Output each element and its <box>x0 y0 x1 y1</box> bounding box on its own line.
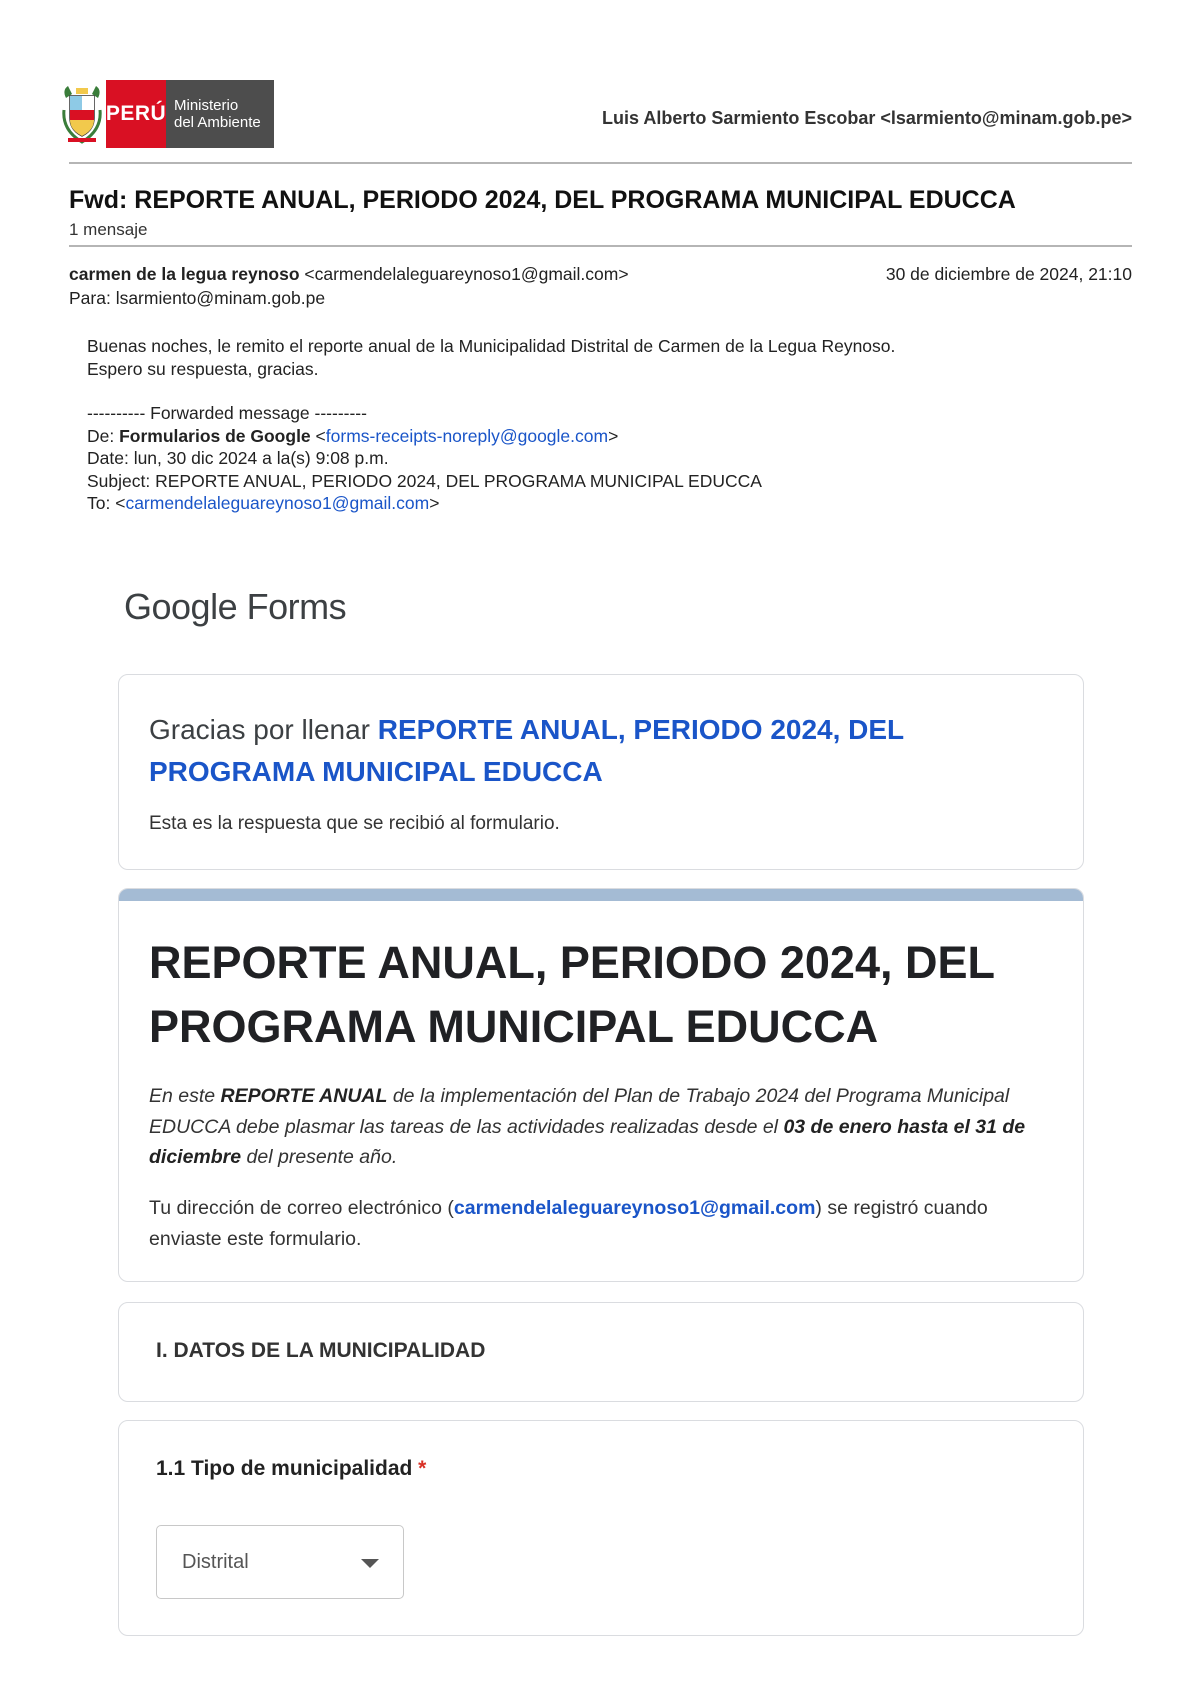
forwarded-to: To: <carmendelaleguareynoso1@gmail.com> <box>87 493 440 513</box>
respondent-email-link[interactable]: carmendelaleguareynoso1@gmail.com <box>453 1197 816 1219</box>
section-title: I. DATOS DE LA MUNICIPALIDAD <box>156 1339 486 1362</box>
body-line: Espero su respuesta, gracias. <box>87 358 319 379</box>
account-owner: Luis Alberto Sarmiento Escobar <lsarmiento@minam.gob.pe> <box>601 108 1132 128</box>
google-wordmark: Google <box>124 586 238 627</box>
email-recorded-note <box>149 1193 1059 1254</box>
minam-logo <box>58 80 274 148</box>
google-forms-logo <box>124 586 346 628</box>
section-card <box>118 1302 1084 1402</box>
forwarded-from-email-link[interactable]: forms-receipts-noreply@google.com <box>325 425 609 446</box>
required-asterisk: * <box>412 1457 427 1480</box>
question-label <box>156 1457 426 1481</box>
email-body <box>87 335 895 380</box>
municipality-type-select[interactable] <box>156 1525 404 1599</box>
selected-value: Distrital <box>182 1551 249 1573</box>
logo-ministry <box>166 80 274 148</box>
forwarded-to-label: To: <box>87 493 116 513</box>
form-title: REPORTE ANUAL, PERIODO 2024, DEL PROGRAMA MUNICIPAL EDUCCA <box>149 937 995 1052</box>
question-text: 1.1 Tipo de municipalidad <box>156 1457 413 1480</box>
sender-line <box>69 264 629 285</box>
thanks-card <box>118 674 1084 870</box>
theme-band <box>119 889 1083 901</box>
peru-coat-of-arms-icon <box>58 80 106 148</box>
forwarded-message-block <box>87 402 762 515</box>
divider <box>69 162 1132 164</box>
question-card <box>118 1420 1084 1636</box>
sender-email: <carmendelaleguareynoso1@gmail.com> <box>299 264 629 284</box>
message-count: 1 mensaje <box>69 220 148 239</box>
body-line: Buenas noches, le remito el reporte anual de la Municipalidad Distrital de Carmen de la Legua Reynoso. <box>87 336 896 356</box>
forwarded-header: ---------- Forwarded message --------- <box>87 403 367 423</box>
form-header-card <box>118 888 1084 1282</box>
desc-text: de la implementación del Plan de Trabajo 2024 del Programa Municipal EDUCCA debe plasmar las tareas de las actividades realizadas desde el <box>149 1085 1010 1138</box>
forwarded-from-label: De: <box>87 425 120 446</box>
form-description <box>149 1081 1059 1173</box>
desc-text: En este <box>149 1085 221 1107</box>
forwarded-from-name: Formularios de Google <box>119 425 311 446</box>
desc-bold: 03 de enero hasta el 31 de diciembre <box>149 1115 1026 1168</box>
forms-wordmark: Forms <box>237 586 347 627</box>
forwarded-date: Date: lun, 30 dic 2024 a la(s) 9:08 p.m. <box>87 448 389 468</box>
thanks-heading <box>149 709 1049 793</box>
forwarded-to-email-link[interactable]: carmendelaleguareynoso1@gmail.com <box>125 493 430 513</box>
email-note-suffix: ) se registró cuando enviaste este formulario. <box>149 1197 988 1250</box>
thanks-prefix: Gracias por llenar <box>149 714 378 745</box>
dropdown-arrow-icon <box>361 1559 379 1568</box>
desc-text: del presente año. <box>241 1146 398 1168</box>
email-subject: Fwd: REPORTE ANUAL, PERIODO 2024, DEL PROGRAMA MUNICIPAL EDUCCA <box>69 186 1016 214</box>
email-note-prefix: Tu dirección de correo electrónico ( <box>149 1197 454 1219</box>
forwarded-subject: Subject: REPORTE ANUAL, PERIODO 2024, DEL PROGRAMA MUNICIPAL EDUCCA <box>87 470 762 491</box>
sender-name: carmen de la legua reynoso <box>69 264 300 284</box>
forwarded-from: De: Formularios de Google <forms-receipts-noreply@google.com> <box>87 425 619 446</box>
recipient-line: Para: lsarmiento@minam.gob.pe <box>69 288 326 308</box>
desc-bold: REPORTE ANUAL <box>220 1085 388 1107</box>
email-date: 30 de diciembre de 2024, 21:10 <box>885 264 1132 284</box>
logo-country: PERÚ <box>106 80 166 148</box>
received-note: Esta es la respuesta que se recibió al formulario. <box>149 813 560 834</box>
email-header <box>58 80 1132 150</box>
form-title-link[interactable]: REPORTE ANUAL, PERIODO 2024, DEL PROGRAMA MUNICIPAL EDUCCA <box>149 714 904 787</box>
logo-ministry-line1: Ministerio <box>174 97 239 114</box>
logo-ministry-line2: del Ambiente <box>174 114 261 131</box>
divider <box>69 245 1132 247</box>
